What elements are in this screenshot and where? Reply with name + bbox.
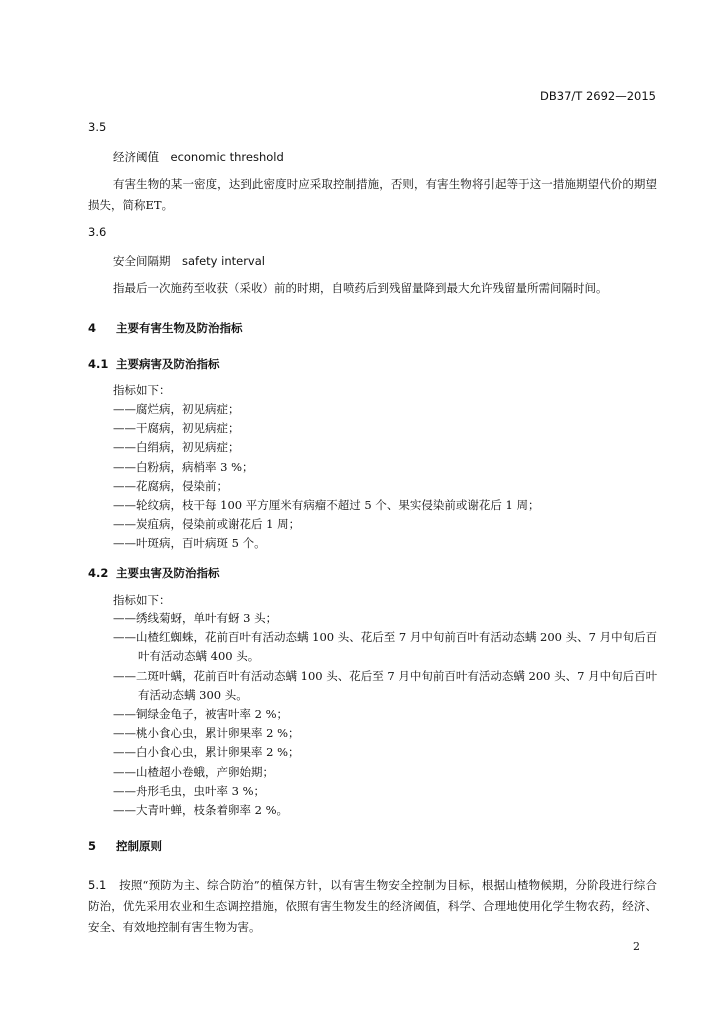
definition-economic-threshold: 有害生物的某一密度，达到此密度时应采取控制措施，否则，有害生物将引起等于这一措施期望代价的期望损失，简称ET。 xyxy=(88,177,657,212)
list-item: ——二斑叶螨，花前百叶有活动态螨 100 头、花后至 7 月中旬前百叶有活动态螨 200 头、7 月中旬后百叶有活动态螨 300 头。 xyxy=(113,668,658,702)
clause-number-3-5: 3.5 xyxy=(88,120,107,134)
list-item: ——绣线菊蚜，单叶有蚜 3 头； xyxy=(113,611,278,625)
section-heading-4-2 xyxy=(88,565,220,581)
list-item: ——大青叶蝉，枝条着卵率 2 %。 xyxy=(113,803,289,818)
section-number: 5 xyxy=(88,839,97,853)
section-heading-5 xyxy=(88,838,162,854)
list-item: ——白绢病，初见病症； xyxy=(113,440,240,455)
section-title: 主要有害生物及防治指标 xyxy=(116,321,243,335)
section-title: 主要虫害及防治指标 xyxy=(116,566,220,580)
list-item: ——桃小食心虫，累计卵果率 2 %； xyxy=(113,726,300,741)
section-title: 控制原则 xyxy=(116,839,162,853)
section-heading-4-1 xyxy=(88,356,220,372)
list-item: ——铜绿金龟子，被害叶率 2 %； xyxy=(113,707,289,722)
list-item: ——山楂超小卷蛾，产卵始期； xyxy=(113,764,274,779)
list-item: ——干腐病，初见病症； xyxy=(113,421,240,436)
clause-5-1 xyxy=(88,875,657,938)
list-item: ——白小食心虫，累计卵果率 2 %； xyxy=(113,745,300,760)
list-item: ——腐烂病，初见病症； xyxy=(113,402,240,416)
list-item: ——山楂红蜘蛛，花前百叶有活动态螨 100 头、花后至 7 月中旬前百叶有活动态螨 200 头、7 月中旬后百叶有活动态螨 400 头。 xyxy=(113,630,658,664)
section-number: 4 xyxy=(88,321,97,335)
list-item: ——花腐病，侵染前； xyxy=(113,478,228,493)
section-number: 4.1 xyxy=(88,357,109,371)
list-item: ——炭疽病，侵染前或谢花后 1 周； xyxy=(113,517,301,532)
list-intro-diseases: 指标如下： xyxy=(113,383,171,397)
page-number: 2 xyxy=(633,940,640,953)
document-code: DB37/T 2692—2015 xyxy=(540,89,656,103)
clause-5-1-text: 按照“预防为主、综合防治”的植保方针，以有害生物安全控制为目标，根据山楂物候期，分阶段进行综合防治，优先采用农业和生态调控措施，依照有害生物发生的经济阈值，科学、合理地使用化学生物农药，经济、安全、有效地控制有害生物为害。 xyxy=(88,878,657,934)
section-heading-4 xyxy=(88,320,243,336)
term-economic-threshold: 经济阈值 economic threshold xyxy=(113,150,284,164)
clause-number-3-6: 3.6 xyxy=(88,225,107,239)
definition-safety-interval: 指最后一次施药至收获（采收）前的时期，自喷药后到残留量降到最大允许残留量所需间隔时间。 xyxy=(113,281,608,295)
term-safety-interval: 安全间隔期 safety interval xyxy=(113,254,265,268)
clause-number-5-1: 5.1 xyxy=(88,878,107,892)
section-title: 主要病害及防治指标 xyxy=(116,357,220,371)
list-item: ——叶斑病，百叶病斑 5 个。 xyxy=(113,536,266,551)
list-item: ——轮纹病，枝干每 100 平方厘米有病瘤不超过 5 个、果实侵染前或谢花后 1 周； xyxy=(113,498,540,513)
list-item: ——舟形毛虫，虫叶率 3 %； xyxy=(113,783,266,798)
list-intro-pests: 指标如下： xyxy=(113,593,171,607)
disease-indicator-list xyxy=(113,400,658,554)
pest-indicator-list xyxy=(113,609,658,820)
section-number: 4.2 xyxy=(88,566,109,580)
list-item: ——白粉病，病梢率 3 %； xyxy=(113,459,254,474)
